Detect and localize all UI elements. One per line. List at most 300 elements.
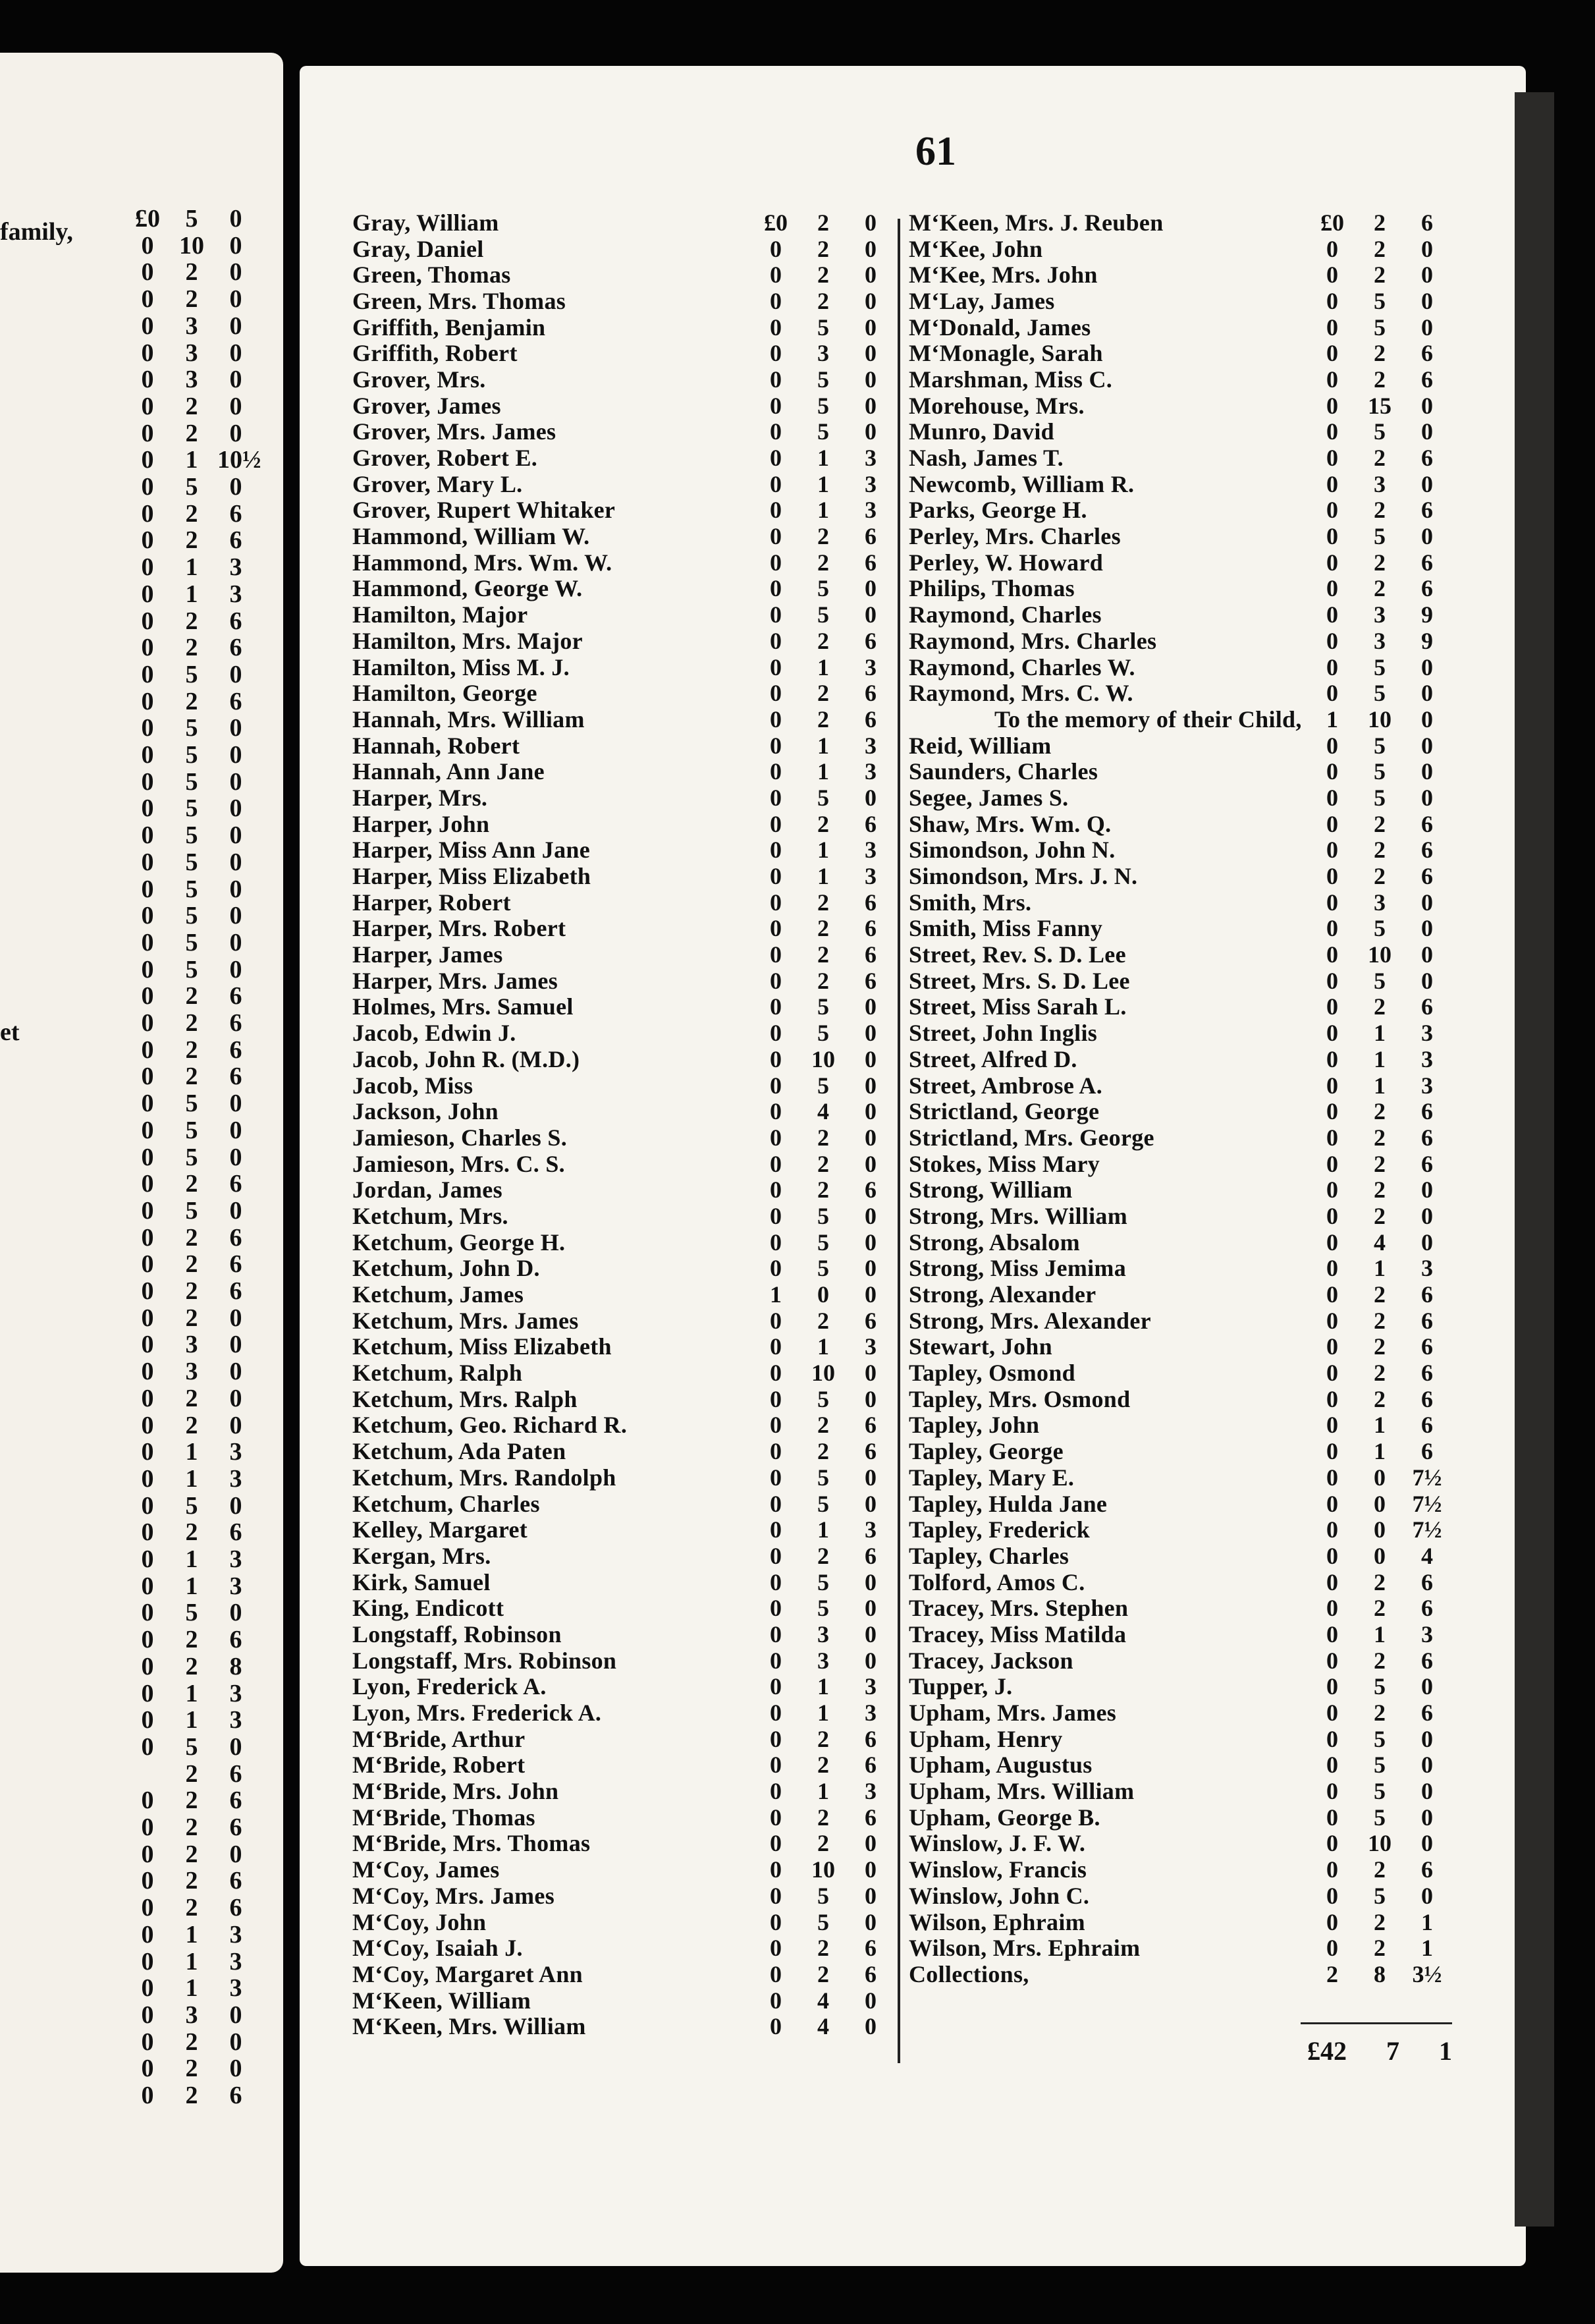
amount-pence: 0 bbox=[865, 1620, 877, 1647]
amount bbox=[754, 392, 892, 420]
amount-pounds: 0 bbox=[1326, 1490, 1338, 1517]
amount-shillings: 2 bbox=[1374, 837, 1386, 864]
amount-shillings: 2 bbox=[817, 235, 829, 262]
amount-shillings: 15 bbox=[1368, 392, 1392, 419]
subscriber-name: Raymond, Mrs. C. W. bbox=[909, 680, 1133, 707]
amount-pounds: 0 bbox=[770, 340, 782, 367]
subscriber-row bbox=[909, 1647, 1449, 1674]
amount bbox=[1311, 941, 1449, 968]
previous-page-amount bbox=[129, 2054, 254, 2083]
amount-shillings: 2 bbox=[1374, 1700, 1386, 1727]
amount-pence: 3 bbox=[865, 1673, 877, 1700]
amount-pence: 0 bbox=[865, 1830, 877, 1857]
previous-amount-part: 6 bbox=[229, 1626, 242, 1654]
previous-amount-part: 0 bbox=[229, 1599, 242, 1627]
subscriber-row bbox=[909, 288, 1449, 314]
amount-pounds: 0 bbox=[1326, 1072, 1338, 1099]
subscriber-name: Strictland, Mrs. George bbox=[909, 1124, 1154, 1151]
subscriber-row bbox=[909, 497, 1449, 524]
amount-pence: 0 bbox=[1421, 392, 1433, 419]
amount-pence: 6 bbox=[1421, 837, 1433, 864]
amount-shillings: 5 bbox=[1374, 418, 1386, 445]
amount-shillings: 2 bbox=[817, 1307, 829, 1334]
amount-pounds: 0 bbox=[770, 1830, 782, 1857]
previous-amount-part: 2 bbox=[185, 1759, 198, 1788]
amount-pounds: 1 bbox=[1326, 706, 1338, 733]
amount-shillings: 2 bbox=[1374, 366, 1386, 393]
amount-shillings: 1 bbox=[1374, 1255, 1386, 1282]
previous-page-amount bbox=[129, 660, 254, 689]
previous-amount-part: 3 bbox=[229, 1572, 242, 1600]
subscriber-name: Smith, Mrs. bbox=[909, 889, 1032, 916]
amount-shillings: 5 bbox=[817, 784, 829, 811]
amount-shillings: 1 bbox=[817, 470, 829, 497]
amount-shillings: 1 bbox=[817, 758, 829, 785]
subscriber-name: Grover, Mary L. bbox=[352, 470, 523, 497]
previous-amount-part: 2 bbox=[185, 2055, 198, 2083]
amount bbox=[754, 366, 892, 393]
previous-amount-part: 0 bbox=[141, 1652, 154, 1680]
subscriber-name: Segee, James S. bbox=[909, 784, 1069, 811]
subscriber-name: Raymond, Charles bbox=[909, 601, 1102, 628]
amount bbox=[1311, 470, 1449, 498]
amount-shillings: 1 bbox=[817, 1333, 829, 1360]
amount bbox=[1311, 1281, 1449, 1308]
amount-pounds: 0 bbox=[1326, 1438, 1338, 1465]
amount-pence: 3 bbox=[1421, 1072, 1433, 1099]
subscriber-row bbox=[352, 785, 892, 811]
amount bbox=[1311, 967, 1449, 995]
previous-page-amount bbox=[129, 445, 261, 474]
amount-shillings: 5 bbox=[817, 1229, 829, 1256]
amount-pence: 0 bbox=[865, 1202, 877, 1229]
previous-amount-part bbox=[129, 1759, 166, 1788]
subscriber-name: Upham, Henry bbox=[909, 1725, 1063, 1752]
subscriber-row bbox=[352, 314, 892, 341]
previous-amount-part: 5 bbox=[185, 1491, 198, 1520]
amount bbox=[754, 444, 892, 472]
previous-amount-part: 0 bbox=[141, 1116, 154, 1144]
amount-pounds: 0 bbox=[770, 1882, 782, 1909]
amount-pence: 0 bbox=[865, 1281, 877, 1308]
subscriber-row bbox=[909, 1072, 1449, 1099]
amount bbox=[1311, 1202, 1449, 1230]
amount bbox=[1311, 784, 1449, 812]
amount-pence: 6 bbox=[865, 1307, 877, 1334]
amount-pence: 0 bbox=[865, 575, 877, 602]
subscriber-name: Newcomb, William R. bbox=[909, 470, 1135, 497]
amount bbox=[1311, 706, 1449, 733]
amount bbox=[1311, 1516, 1449, 1543]
amount-pence: 0 bbox=[1421, 523, 1433, 550]
amount-pounds: 0 bbox=[770, 1960, 782, 1987]
subscriber-name: Kelley, Margaret bbox=[352, 1516, 528, 1543]
previous-page-amount bbox=[129, 955, 254, 984]
amount-pence: 0 bbox=[1421, 1673, 1433, 1700]
amount bbox=[754, 914, 892, 942]
amount-pence: 6 bbox=[865, 967, 877, 994]
amount bbox=[1311, 1019, 1449, 1047]
previous-amount-part: 0 bbox=[141, 1545, 154, 1573]
subscriber-name: Grover, James bbox=[352, 392, 501, 419]
previous-amount-part: 0 bbox=[141, 419, 154, 447]
amount-pounds: £0 bbox=[1320, 209, 1344, 236]
amount bbox=[1311, 1176, 1449, 1204]
subscriber-name: Hamilton, Major bbox=[352, 601, 528, 628]
subscriber-name: M‘Keen, William bbox=[352, 1987, 531, 2014]
previous-page-amount bbox=[129, 580, 254, 609]
subscriber-row bbox=[909, 1386, 1449, 1412]
previous-page-amount bbox=[129, 1840, 254, 1869]
previous-amount-part: 1 bbox=[185, 1947, 198, 1976]
subscriber-name: King, Endicott bbox=[352, 1595, 504, 1622]
subscriber-name: Street, John Inglis bbox=[909, 1020, 1098, 1047]
previous-amount-part: 0 bbox=[141, 446, 154, 474]
amount-shillings: 5 bbox=[1374, 915, 1386, 942]
amount bbox=[1311, 627, 1449, 655]
amount-shillings: 3 bbox=[817, 1647, 829, 1674]
amount-shillings: 1 bbox=[817, 1673, 829, 1700]
amount-shillings: 1 bbox=[817, 837, 829, 864]
amount-pence: 3 bbox=[865, 470, 877, 497]
subscriber-row bbox=[352, 419, 892, 445]
amount-pounds: 0 bbox=[770, 1673, 782, 1700]
subscriber-row bbox=[352, 733, 892, 759]
subscriber-row bbox=[352, 1098, 892, 1124]
previous-amount-part: 0 bbox=[229, 2001, 242, 2029]
previous-amount-part: 0 bbox=[141, 392, 154, 420]
subscriber-name: Hammond, Mrs. Wm. W. bbox=[352, 549, 612, 576]
amount bbox=[1311, 1804, 1449, 1831]
previous-amount-part: 6 bbox=[229, 1786, 242, 1815]
amount-pence: 0 bbox=[865, 1045, 877, 1072]
previous-amount-part: 0 bbox=[141, 875, 154, 903]
amount-shillings: 2 bbox=[817, 1935, 829, 1962]
amount-pounds: 0 bbox=[770, 1856, 782, 1883]
subscriber-name: Shaw, Mrs. Wm. Q. bbox=[909, 810, 1112, 837]
amount-shillings: 2 bbox=[1374, 810, 1386, 837]
previous-amount-part: 10½ bbox=[217, 446, 261, 474]
amount-pence: 3 bbox=[1421, 1255, 1433, 1282]
amount bbox=[754, 627, 892, 655]
amount-shillings: 5 bbox=[1374, 1882, 1386, 1909]
amount-pounds: 0 bbox=[770, 993, 782, 1020]
amount-pence: 0 bbox=[865, 1856, 877, 1883]
total-pounds: £42 bbox=[1307, 2036, 1347, 2066]
subscriber-row bbox=[352, 445, 892, 471]
amount-pounds: 0 bbox=[1326, 889, 1338, 916]
subscriber-row bbox=[352, 1987, 892, 2014]
amount-shillings: 5 bbox=[1374, 967, 1386, 994]
amount-shillings: 0 bbox=[817, 1281, 829, 1308]
amount-shillings: 2 bbox=[817, 680, 829, 707]
subscriber-name: Harper, Mrs. bbox=[352, 784, 488, 811]
previous-amount-part: 5 bbox=[185, 767, 198, 796]
subscriber-name: Raymond, Charles W. bbox=[909, 653, 1135, 680]
previous-amount-part: 0 bbox=[141, 1679, 154, 1707]
subscriber-row bbox=[352, 1831, 892, 1857]
previous-amount-part: 3 bbox=[229, 580, 242, 608]
amount-pence: 0 bbox=[865, 366, 877, 393]
amount bbox=[754, 1516, 892, 1543]
subscriber-name: Tracey, Mrs. Stephen bbox=[909, 1595, 1129, 1622]
previous-amount-part: 2 bbox=[185, 2082, 198, 2109]
previous-amount-part: 0 bbox=[141, 2055, 154, 2083]
amount-shillings: 2 bbox=[1374, 1124, 1386, 1151]
previous-amount-part: 0 bbox=[141, 1626, 154, 1654]
amount-pence: 0 bbox=[1421, 287, 1433, 314]
amount-shillings: 5 bbox=[817, 1255, 829, 1282]
amount bbox=[1311, 1150, 1449, 1178]
previous-amount-part: 6 bbox=[229, 1277, 242, 1305]
previous-amount-part: 5 bbox=[185, 1090, 198, 1118]
amount-pounds: 0 bbox=[1326, 470, 1338, 497]
amount-pounds: 2 bbox=[1326, 1960, 1338, 1987]
previous-amount-part: 2 bbox=[185, 607, 198, 635]
previous-amount-part: 5 bbox=[185, 1116, 198, 1144]
amount-pence: 6 bbox=[865, 1752, 877, 1779]
previous-amount-part: 6 bbox=[229, 1036, 242, 1064]
previous-page-amount bbox=[129, 1330, 254, 1359]
total-pence: 1 bbox=[1439, 2036, 1452, 2066]
previous-page-amount bbox=[129, 1411, 254, 1440]
amount-shillings: 2 bbox=[1374, 1385, 1386, 1412]
amount-pounds: 0 bbox=[770, 1229, 782, 1256]
previous-page-amount bbox=[129, 499, 254, 528]
amount-pence: 0 bbox=[1421, 732, 1433, 759]
amount-pence: 3 bbox=[865, 1700, 877, 1727]
previous-amount-part: 6 bbox=[229, 2082, 242, 2109]
amount-shillings: 2 bbox=[1374, 497, 1386, 524]
subscriber-name: Harper, Mrs. Robert bbox=[352, 915, 566, 942]
previous-page-amount bbox=[129, 1598, 254, 1627]
amount bbox=[1311, 1124, 1449, 1151]
subscriber-row bbox=[352, 1020, 892, 1046]
amount-pence: 0 bbox=[865, 1568, 877, 1595]
amount bbox=[754, 1568, 892, 1596]
amount-pounds: 0 bbox=[770, 1124, 782, 1151]
amount-shillings: 5 bbox=[1374, 314, 1386, 341]
amount-pounds: 0 bbox=[1326, 1176, 1338, 1204]
amount-pounds: 0 bbox=[770, 1385, 782, 1412]
previous-amount-part: 1 bbox=[185, 1572, 198, 1600]
subscriber-row bbox=[909, 1308, 1449, 1334]
subscriber-row bbox=[909, 1176, 1449, 1203]
left-column bbox=[352, 209, 892, 2039]
amount-pence: 7½ bbox=[1412, 1464, 1442, 1491]
previous-amount-part: 0 bbox=[141, 258, 154, 287]
subscriber-row bbox=[909, 314, 1449, 341]
amount-shillings: 2 bbox=[1374, 1360, 1386, 1387]
previous-amount-part: 0 bbox=[229, 1331, 242, 1359]
subscriber-name: Upham, Mrs. James bbox=[909, 1700, 1117, 1727]
subscriber-row bbox=[352, 340, 892, 366]
right-column bbox=[909, 209, 1449, 1987]
amount-pence: 0 bbox=[865, 784, 877, 811]
amount bbox=[754, 549, 892, 576]
amount-shillings: 1 bbox=[1374, 1620, 1386, 1647]
amount-pence: 6 bbox=[865, 1935, 877, 1962]
subscriber-row bbox=[352, 811, 892, 837]
amount-pounds: 0 bbox=[770, 1176, 782, 1204]
subscriber-row bbox=[352, 1438, 892, 1464]
amount bbox=[754, 314, 892, 341]
previous-amount-part: 0 bbox=[141, 1813, 154, 1841]
subscriber-row bbox=[352, 1229, 892, 1256]
previous-amount-part: 6 bbox=[229, 687, 242, 715]
amount-pounds: 0 bbox=[770, 1255, 782, 1282]
previous-amount-part: 6 bbox=[229, 499, 242, 528]
amount bbox=[1311, 418, 1449, 445]
amount-shillings: 5 bbox=[817, 1464, 829, 1491]
subscriber-row bbox=[909, 889, 1449, 916]
subscriber-row bbox=[352, 1909, 892, 1935]
amount bbox=[1311, 339, 1449, 367]
amount bbox=[1311, 653, 1449, 681]
amount-shillings: 10 bbox=[1368, 706, 1392, 733]
amount-shillings: 2 bbox=[817, 915, 829, 942]
subscriber-name: Winslow, John C. bbox=[909, 1882, 1090, 1909]
subscriber-name: Strong, Miss Jemima bbox=[909, 1255, 1127, 1282]
amount-pence: 0 bbox=[865, 209, 877, 236]
previous-amount-part: 0 bbox=[141, 1170, 154, 1198]
amount-pounds: 0 bbox=[770, 1072, 782, 1099]
amount-pounds: 0 bbox=[1326, 1908, 1338, 1935]
amount-pounds: 0 bbox=[1326, 1045, 1338, 1072]
previous-page-amount bbox=[129, 875, 254, 904]
amount-pounds: 0 bbox=[770, 1438, 782, 1465]
previous-amount-part: 0 bbox=[141, 2082, 154, 2109]
subscriber-name: Ketchum, Mrs. Ralph bbox=[352, 1385, 578, 1412]
subscriber-row bbox=[909, 1151, 1449, 1177]
amount-pounds: 0 bbox=[770, 549, 782, 576]
previous-amount-part: 6 bbox=[229, 1223, 242, 1252]
amount-pounds: 0 bbox=[770, 1987, 782, 2014]
previous-amount-part: 0 bbox=[141, 687, 154, 715]
amount-shillings: 8 bbox=[1374, 1960, 1386, 1987]
amount-pounds: 0 bbox=[1326, 967, 1338, 994]
subscriber-name: Ketchum, Mrs. Randolph bbox=[352, 1464, 616, 1491]
amount bbox=[754, 287, 892, 315]
amount-pounds: 0 bbox=[1326, 1333, 1338, 1360]
amount bbox=[754, 496, 892, 524]
column-divider bbox=[898, 219, 900, 2063]
amount bbox=[754, 1045, 892, 1073]
amount bbox=[754, 418, 892, 445]
amount-pounds: 0 bbox=[770, 1568, 782, 1595]
subscriber-name: Smith, Miss Fanny bbox=[909, 915, 1103, 942]
amount bbox=[1311, 1960, 1449, 1988]
subscriber-row bbox=[352, 654, 892, 680]
subscriber-row bbox=[909, 523, 1449, 549]
subscriber-name: Grover, Rupert Whitaker bbox=[352, 497, 616, 524]
previous-amount-part: 0 bbox=[229, 1491, 242, 1520]
page-number: 61 bbox=[915, 129, 956, 174]
subscriber-name: M‘Kee, John bbox=[909, 235, 1043, 262]
amount-shillings: 5 bbox=[1374, 287, 1386, 314]
amount-pounds: 0 bbox=[1326, 1673, 1338, 1700]
amount-pence: 0 bbox=[865, 1987, 877, 2014]
amount-shillings: 2 bbox=[817, 1804, 829, 1831]
subscriber-name: M‘Keen, Mrs. J. Reuben bbox=[909, 209, 1164, 236]
previous-amount-part: 0 bbox=[141, 312, 154, 340]
subscriber-row bbox=[909, 1935, 1449, 1961]
amount bbox=[754, 522, 892, 550]
amount-shillings: 2 bbox=[1374, 1150, 1386, 1177]
amount-pounds: 0 bbox=[1326, 837, 1338, 864]
previous-amount-part: 0 bbox=[229, 2055, 242, 2083]
amount bbox=[754, 1751, 892, 1779]
amount-pence: 0 bbox=[1421, 758, 1433, 785]
amount bbox=[754, 261, 892, 289]
amount-pounds: 0 bbox=[770, 680, 782, 707]
amount bbox=[754, 235, 892, 263]
subscriber-name: Harper, Miss Ann Jane bbox=[352, 837, 591, 864]
amount bbox=[1311, 862, 1449, 890]
subscriber-name: Harper, Robert bbox=[352, 889, 511, 916]
amount bbox=[1311, 366, 1449, 393]
amount-shillings: 5 bbox=[817, 1072, 829, 1099]
subscriber-row bbox=[909, 1438, 1449, 1464]
amount-shillings: 1 bbox=[817, 445, 829, 472]
subscriber-name: Hamilton, George bbox=[352, 680, 537, 707]
amount-pounds: 0 bbox=[1326, 680, 1338, 707]
amount bbox=[1311, 993, 1449, 1020]
previous-amount-part: 2 bbox=[185, 1009, 198, 1037]
previous-amount-part: 0 bbox=[141, 1384, 154, 1412]
subscriber-name: M‘Coy, Mrs. James bbox=[352, 1882, 555, 1909]
amount bbox=[754, 1176, 892, 1204]
previous-amount-part: 0 bbox=[141, 1572, 154, 1600]
amount-shillings: 1 bbox=[1374, 1438, 1386, 1465]
subscriber-row bbox=[352, 889, 892, 916]
previous-amount-part: 0 bbox=[141, 1250, 154, 1279]
amount bbox=[1311, 1594, 1449, 1622]
previous-page-amount bbox=[129, 1062, 254, 1091]
amount bbox=[1311, 1751, 1449, 1779]
subscriber-row bbox=[352, 706, 892, 733]
amount-pounds: 0 bbox=[1326, 1281, 1338, 1308]
subscriber-name: Strictland, George bbox=[909, 1098, 1100, 1125]
previous-amount-part: 2 bbox=[185, 419, 198, 447]
amount bbox=[1311, 1699, 1449, 1727]
amount-pence: 0 bbox=[865, 1647, 877, 1674]
amount-pounds: 0 bbox=[1326, 549, 1338, 576]
amount-shillings: 2 bbox=[817, 549, 829, 576]
amount-pounds: 0 bbox=[1326, 340, 1338, 367]
subscriber-row bbox=[352, 1491, 892, 1517]
previous-amount-part: 1 bbox=[185, 1974, 198, 2003]
amount bbox=[754, 836, 892, 864]
previous-amount-part: 0 bbox=[141, 1867, 154, 1895]
amount-pence: 0 bbox=[1421, 1202, 1433, 1229]
amount-pounds: 0 bbox=[1326, 1098, 1338, 1125]
subscriber-row bbox=[909, 1778, 1449, 1804]
subscriber-row bbox=[909, 941, 1449, 968]
amount-pounds: 0 bbox=[1326, 1882, 1338, 1909]
amount bbox=[1311, 1908, 1449, 1936]
previous-amount-part: 5 bbox=[185, 1143, 198, 1171]
amount-pence: 6 bbox=[1421, 549, 1433, 576]
amount bbox=[1311, 209, 1449, 236]
previous-amount-part: 6 bbox=[229, 607, 242, 635]
amount-shillings: 2 bbox=[817, 889, 829, 916]
amount-pence: 6 bbox=[865, 1176, 877, 1204]
previous-amount-part: 0 bbox=[141, 1518, 154, 1547]
amount bbox=[754, 1281, 892, 1308]
amount-shillings: 10 bbox=[1368, 1830, 1392, 1857]
subscriber-row bbox=[909, 1203, 1449, 1229]
